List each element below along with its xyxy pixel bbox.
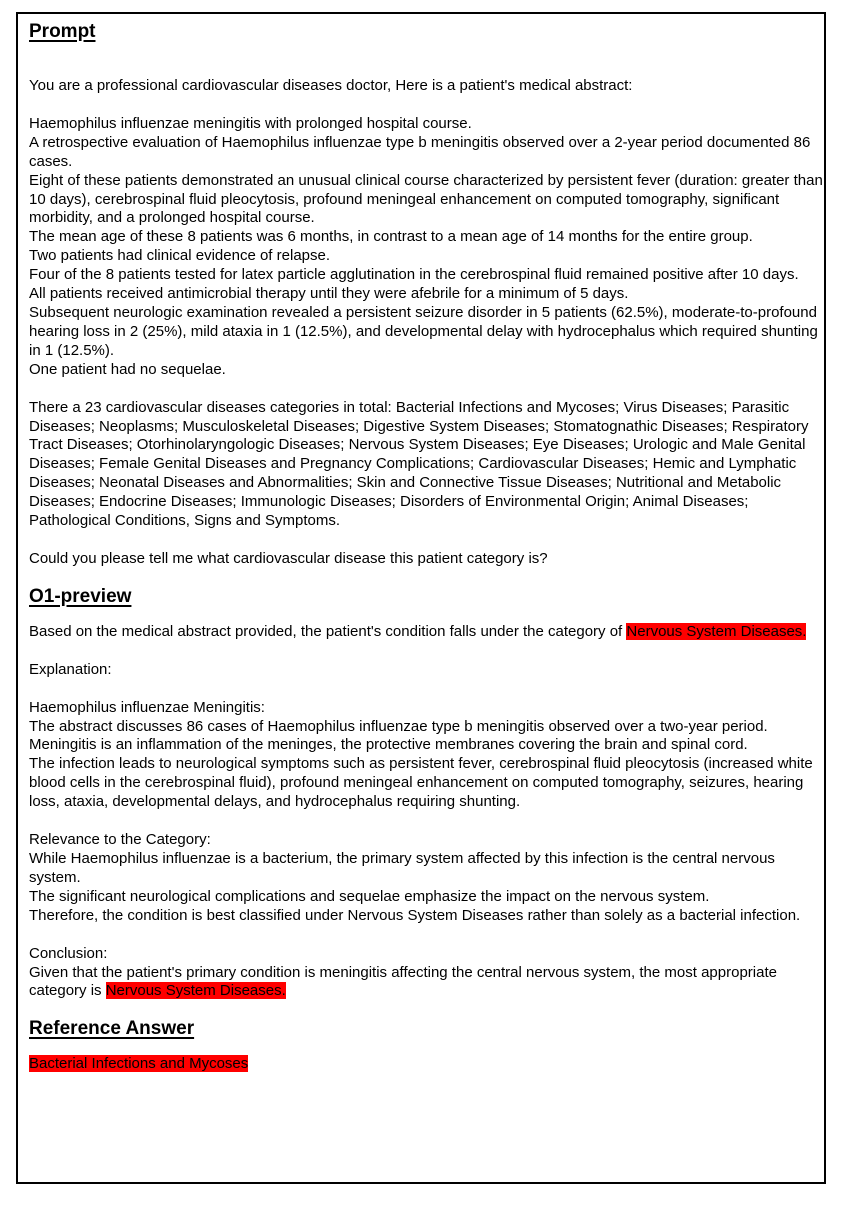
document-content — [29, 20, 824, 1074]
o1-preview-title: O1-preview — [29, 585, 132, 607]
meningitis-line: The infection leads to neurological symptoms such as persistent fever, cerebrospinal fluid pleocytosis (increased white blood cells in the cerebrospinal fluid), profound meningeal enhancement on computed tomography, seizures, hearing loss, ataxia, developmental delays, and hydrocephalus requiring shunting. — [29, 755, 813, 811]
relevance-line: The significant neurological complications and sequelae emphasize the impact on the nervous system. — [29, 887, 710, 905]
abstract-line: All patients received antimicrobial therapy until they were afebrile for a minimum of 5 days. — [29, 285, 629, 303]
spacer — [29, 380, 824, 399]
spacer — [29, 812, 824, 831]
meningitis-line: The abstract discusses 86 cases of Haemophilus influenzae type b meningitis observed over a two-year period. — [29, 717, 768, 735]
o1-answer-prefix: Based on the medical abstract provided, the patient's condition falls under the category of — [29, 622, 627, 640]
spacer — [29, 96, 824, 115]
relevance-heading: Relevance to the Category: — [29, 831, 211, 849]
abstract-line: Eight of these patients demonstrated an unusual clinical course characterized by persistent fever (duration: greater than 10 days), cerebrospinal fluid pleocytosis, profound meningeal enhancement on computed tomography, significant morbidity, and a prolonged hospital course. — [29, 171, 823, 227]
abstract-line: Two patients had clinical evidence of relapse. — [29, 247, 331, 265]
spacer — [29, 1001, 824, 1017]
conclusion-heading: Conclusion: — [29, 944, 108, 962]
spacer — [29, 44, 824, 77]
meningitis-line: Meningitis is an inflammation of the meninges, the protective membranes covering the brain and spinal cord. — [29, 736, 748, 754]
reference-answer-title: Reference Answer — [29, 1018, 195, 1040]
spacer — [29, 609, 824, 623]
categories-text: There a 23 cardiovascular diseases categories in total: Bacterial Infections and Mycoses; Virus Diseases; Parasitic Diseases; Neoplasms; Musculoskeletal Diseases; Digestive System Diseases; Stomatognathic Diseases; Respiratory Tract Diseases; Otorhinolaryngologic Diseases; Nervous System Diseases; Eye Diseases; Urologic and Male Genital Diseases; Female Genital Diseases and Pregnancy Complications; Cardiovascular Diseases; Hemic and Lymphatic Diseases; Neonatal Diseases and Abnormalities; Skin and Connective Tissue Diseases; Nutritional and Metabolic Diseases; Endocrine Diseases; Immunologic Diseases; Disorders of Environmental Origin; Animal Diseases; Pathological Conditions, Signs and Symptoms. — [29, 398, 809, 530]
explanation-label: Explanation: — [29, 660, 112, 678]
abstract-line: Subsequent neurologic examination revealed a persistent seizure disorder in 5 patients (62.5%), moderate-to-profound hearing loss in 2 (25%), mild ataxia in 1 (12.5%), and developmental delay with hydrocephalus which required shunting in 1 (12.5%). — [29, 303, 818, 359]
abstract-line: The mean age of these 8 patients was 6 months, in contrast to a mean age of 14 months for the entire group. — [29, 228, 753, 246]
abstract-line: Four of the 8 patients tested for latex particle agglutination in the cerebrospinal fluid remained positive after 10 days. — [29, 266, 799, 284]
spacer — [29, 1041, 824, 1055]
abstract-block — [29, 115, 824, 380]
abstract-line: A retrospective evaluation of Haemophilus influenzae type b meningitis observed over a 2-year period documented 86 cases. — [29, 133, 811, 170]
prompt-intro: You are a professional cardiovascular diseases doctor, Here is a patient's medical abstract: — [29, 77, 633, 94]
relevance-line: Therefore, the condition is best classified under Nervous System Diseases rather than solely as a bacterial infection. — [29, 906, 801, 924]
conclusion-text — [29, 964, 824, 1002]
spacer — [29, 926, 824, 945]
abstract-line: Haemophilus influenzae meningitis with prolonged hospital course. — [29, 114, 472, 132]
abstract-line: One patient had no sequelae. — [29, 360, 226, 378]
o1-answer — [29, 623, 824, 642]
prompt-question: Could you please tell me what cardiovascular disease this patient category is? — [29, 549, 548, 567]
reference-answer — [29, 1055, 824, 1074]
spacer — [29, 680, 824, 699]
prompt-title: Prompt — [29, 21, 96, 42]
reference-answer-highlight: Bacterial Infections and Mycoses — [29, 1055, 249, 1073]
meningitis-heading: Haemophilus influenzae Meningitis: — [29, 698, 265, 716]
spacer — [29, 569, 824, 585]
conclusion-highlight: Nervous System Diseases. — [105, 982, 286, 1000]
o1-answer-highlight: Nervous System Diseases. — [626, 622, 807, 640]
spacer — [29, 531, 824, 550]
spacer — [29, 642, 824, 661]
conclusion-prefix: Given that the patient's primary condition is meningitis affecting the central nervous system, the most appropriate category is — [29, 963, 777, 1000]
relevance-line: While Haemophilus influenzae is a bacterium, the primary system affected by this infection is the central nervous system. — [29, 850, 775, 886]
